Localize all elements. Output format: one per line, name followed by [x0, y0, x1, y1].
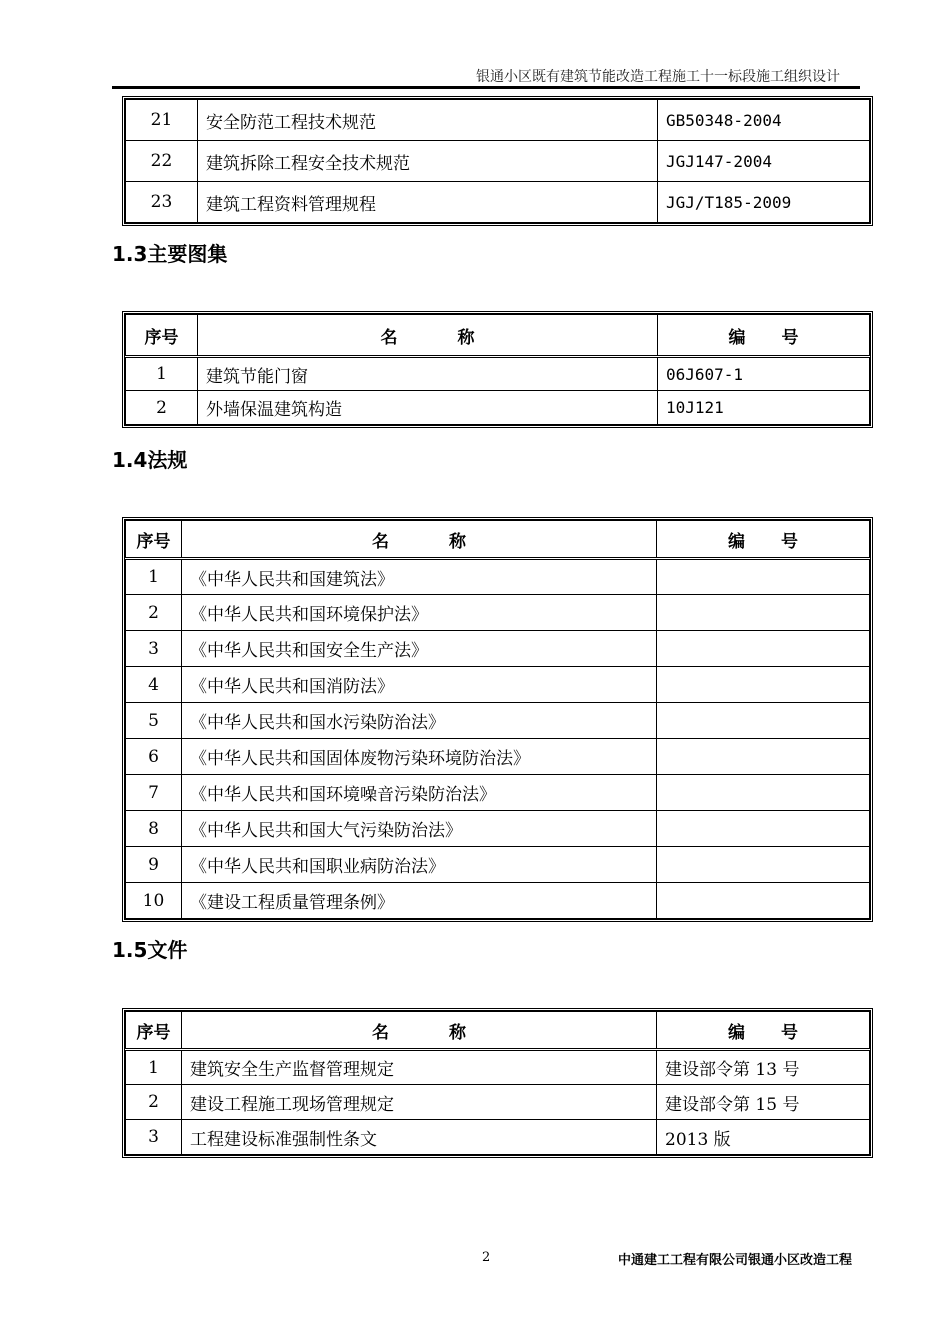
row-name: 《中华人民共和国环境保护法》 — [182, 595, 657, 631]
row-name: 《中华人民共和国建筑法》 — [182, 559, 657, 595]
row-number: 1 — [126, 559, 182, 595]
column-header-no: 序号 — [126, 521, 182, 559]
row-code — [657, 595, 870, 631]
row-name: 建设工程施工现场管理规定 — [182, 1085, 657, 1120]
row-number: 8 — [126, 811, 182, 847]
column-header-name-b: 称 — [449, 1022, 466, 1043]
column-header-name — [198, 315, 658, 357]
drawings-table — [122, 311, 873, 428]
row-name: 建筑工程资料管理规程 — [198, 182, 658, 223]
section-title-1-5: 1.5文件 — [112, 938, 188, 962]
table-row — [126, 357, 870, 391]
footer-company: 中通建工工程有限公司银通小区改造工程 — [617, 1253, 852, 1268]
row-code — [657, 739, 870, 775]
standards-table-continued — [122, 96, 873, 226]
row-number: 2 — [126, 595, 182, 631]
row-code: GB50348-2004 — [658, 100, 870, 141]
page-number: 2 — [482, 1250, 491, 1265]
row-name: 外墙保温建筑构造 — [198, 391, 658, 425]
column-header-code-a: 编 — [728, 1022, 745, 1043]
header-rule — [112, 86, 860, 89]
column-header-name-a: 名 — [380, 327, 398, 348]
row-number: 2 — [126, 1085, 182, 1120]
row-code — [657, 883, 870, 919]
row-code — [657, 703, 870, 739]
table-header-row — [126, 521, 870, 559]
row-name: 《中华人民共和国水污染防治法》 — [182, 703, 657, 739]
column-header-name-a: 名 — [372, 531, 389, 552]
documents-table — [122, 1008, 873, 1158]
row-number: 22 — [126, 141, 198, 182]
column-header-name-b: 称 — [449, 531, 466, 552]
table-row — [126, 811, 870, 847]
section-title-1-3: 1.3主要图集 — [112, 242, 228, 266]
row-code — [657, 847, 870, 883]
row-code: JGJ/T185-2009 — [658, 182, 870, 223]
column-header-code-b: 号 — [781, 327, 799, 348]
row-number: 3 — [126, 631, 182, 667]
row-name: 安全防范工程技术规范 — [198, 100, 658, 141]
column-header-code-b: 号 — [781, 531, 798, 552]
row-code: 10J121 — [658, 391, 870, 425]
row-name: 《中华人民共和国安全生产法》 — [182, 631, 657, 667]
row-code — [657, 631, 870, 667]
column-header-name-b: 称 — [457, 327, 475, 348]
table-row — [126, 667, 870, 703]
row-code: JGJ147-2004 — [658, 141, 870, 182]
row-number: 1 — [126, 357, 198, 391]
row-number: 10 — [126, 883, 182, 919]
table-row — [126, 775, 870, 811]
row-number: 21 — [126, 100, 198, 141]
column-header-name — [182, 1012, 657, 1050]
column-header-code-b: 号 — [781, 1022, 798, 1043]
row-code — [657, 775, 870, 811]
row-name: 建筑拆除工程安全技术规范 — [198, 141, 658, 182]
table-row — [126, 883, 870, 919]
row-number: 3 — [126, 1120, 182, 1155]
column-header-code — [657, 521, 870, 559]
row-code: 建设部令第 13 号 — [657, 1050, 870, 1085]
section-title-1-4: 1.4法规 — [112, 448, 188, 472]
table-row — [126, 595, 870, 631]
table-row — [126, 391, 870, 425]
row-number: 2 — [126, 391, 198, 425]
row-code: 2013 版 — [657, 1120, 870, 1155]
table-row — [126, 141, 870, 182]
row-name: 建筑节能门窗 — [198, 357, 658, 391]
table-row — [126, 739, 870, 775]
column-header-name-a: 名 — [372, 1022, 389, 1043]
row-number: 9 — [126, 847, 182, 883]
row-number: 6 — [126, 739, 182, 775]
row-code — [657, 667, 870, 703]
row-name: 建筑安全生产监督管理规定 — [182, 1050, 657, 1085]
table-header-row — [126, 315, 870, 357]
table-row — [126, 100, 870, 141]
row-name: 《中华人民共和国大气污染防治法》 — [182, 811, 657, 847]
table-row — [126, 1120, 870, 1155]
column-header-name — [182, 521, 657, 559]
table-row — [126, 631, 870, 667]
row-number: 1 — [126, 1050, 182, 1085]
table-row — [126, 182, 870, 223]
row-number: 5 — [126, 703, 182, 739]
laws-table — [122, 517, 873, 922]
row-code: 建设部令第 15 号 — [657, 1085, 870, 1120]
row-code — [657, 559, 870, 595]
row-code — [657, 811, 870, 847]
column-header-no: 序号 — [126, 315, 198, 357]
row-code: 06J607-1 — [658, 357, 870, 391]
table-row — [126, 1085, 870, 1120]
row-number: 4 — [126, 667, 182, 703]
row-name: 《中华人民共和国环境噪音污染防治法》 — [182, 775, 657, 811]
table-row — [126, 1050, 870, 1085]
column-header-code — [658, 315, 870, 357]
row-name: 《中华人民共和国固体废物污染环境防治法》 — [182, 739, 657, 775]
table-header-row — [126, 1012, 870, 1050]
column-header-code-a: 编 — [728, 531, 745, 552]
page-header-title: 银通小区既有建筑节能改造工程施工十一标段施工组织设计 — [476, 69, 840, 85]
row-name: 《中华人民共和国消防法》 — [182, 667, 657, 703]
column-header-code-a: 编 — [728, 327, 746, 348]
table-row — [126, 559, 870, 595]
table-row — [126, 703, 870, 739]
row-name: 《建设工程质量管理条例》 — [182, 883, 657, 919]
column-header-no: 序号 — [126, 1012, 182, 1050]
row-number: 7 — [126, 775, 182, 811]
table-row — [126, 847, 870, 883]
row-name: 工程建设标准强制性条文 — [182, 1120, 657, 1155]
row-number: 23 — [126, 182, 198, 223]
row-name: 《中华人民共和国职业病防治法》 — [182, 847, 657, 883]
column-header-code — [657, 1012, 870, 1050]
